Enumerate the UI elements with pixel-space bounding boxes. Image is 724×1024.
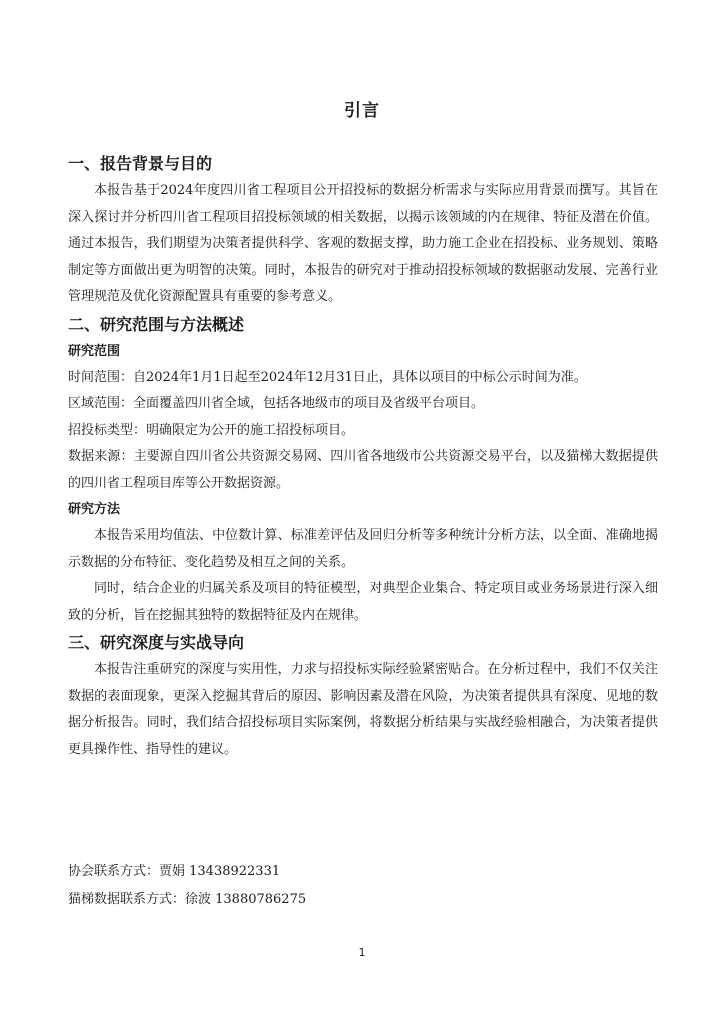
section-paragraph-depth-practice: 本报告注重研究的深度与实用性，力求与招投标实际经验紧密贴合。在分析过程中，我们不仅关注数据的表面现象，更深入挖掘其背后的原因、影响因素及潜在风险，为决策者提供具有深度、见地的数据分析报告。同时，我们结合招投标项目实际案例，将数据分析结果与实战经验相融合，为决策者提供更具操作性、指导性的建议。 xyxy=(68,662,658,757)
page-title: 引言 xyxy=(344,101,380,121)
contact-maoti: 猫梯数据联系方式：徐波 13880786275 xyxy=(68,892,307,907)
section-heading-scope-methods: 二、研究范围与方法概述 xyxy=(68,314,245,334)
contact-association: 协会联系方式：贾娟 13438922331 xyxy=(68,864,281,879)
subheading-methods: 研究方法 xyxy=(68,502,121,517)
scope-line-time: 时间范围：自2024年1月1日起至2024年12月31日止，具体以项目的中标公示时间为准。 xyxy=(68,369,587,385)
methods-paragraph-statistics: 本报告采用均值法、中位数计算、标准差评估及回归分析等多种统计分析方法，以全面、准确地揭示数据的分布特征、变化趋势及相互之间的关系。 xyxy=(68,528,658,570)
scope-line-type: 招投标类型：明确限定为公开的施工招投标项目。 xyxy=(68,422,355,438)
methods-paragraph-models: 同时，结合企业的归属关系及项目的特征模型，对典型企业集合、特定项目或业务场景进行深入细致的分析，旨在挖掘其独特的数据特征及内在规律。 xyxy=(68,581,658,623)
section-heading-background: 一、报告背景与目的 xyxy=(68,154,213,173)
scope-line-source: 数据来源：主要源自四川省公共资源交易网、四川省各地级市公共资源交易平台，以及猫梯大数据提供的四川省工程项目库等公开数据资源。 xyxy=(68,449,658,491)
page-number: 1 xyxy=(358,946,366,959)
section-heading-depth-practice: 三、研究深度与实战导向 xyxy=(68,633,245,652)
subheading-scope: 研究范围 xyxy=(68,343,121,359)
document-body xyxy=(68,150,658,763)
scope-line-region: 区域范围：全面覆盖四川省全域，包括各地级市的项目及省级平台项目。 xyxy=(68,396,485,411)
section-paragraph-background: 本报告基于2024年度四川省工程项目公开招投标的数据分析需求与实际应用背景而撰写。其旨在深入探讨并分析四川省工程项目招投标领域的相关数据，以揭示该领域的内在规律、特征及潜在价值。通过本报告，我们期望为决策者提供科学、客观的数据支撑，助力施工企业在招投标、业务规划、策略制定等方面做出更为明智的决策。同时，本报告的研究对于推动招投标领域的数据驱动发展、完善行业管理规范及优化资源配置具有重要的参考意义。 xyxy=(68,183,658,304)
contact-info xyxy=(68,858,658,914)
